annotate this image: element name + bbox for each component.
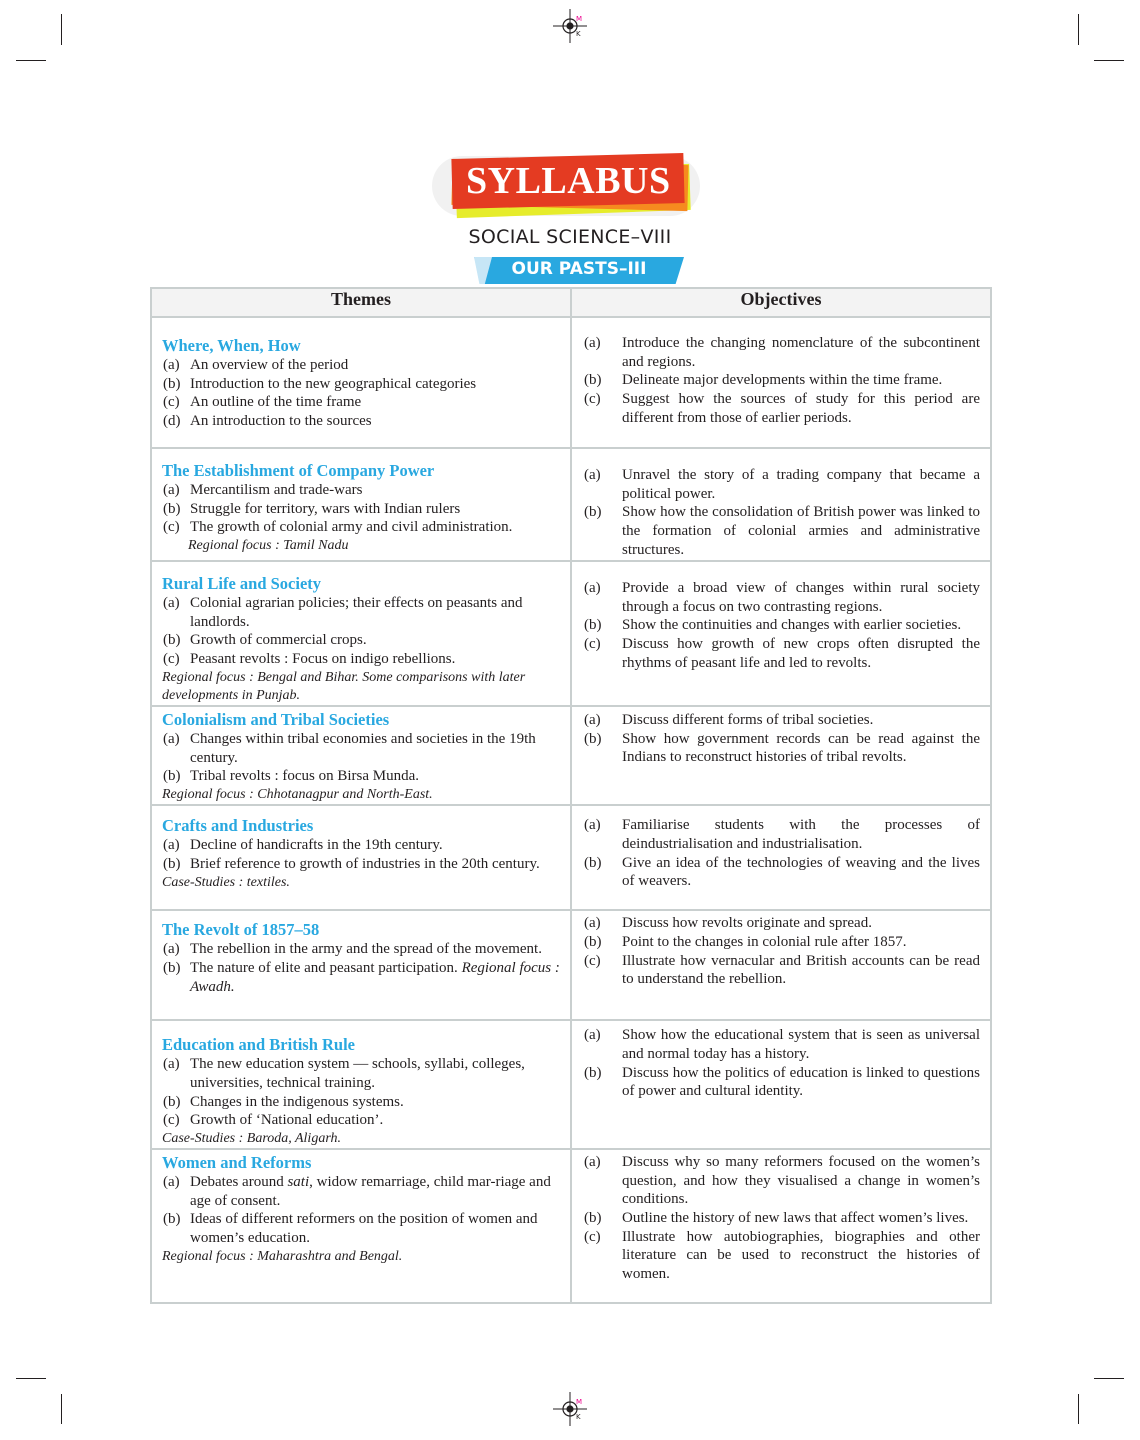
objective-text: Outline the history of new laws that affect women’s lives. bbox=[622, 1210, 969, 1227]
objective-label: (c) bbox=[584, 636, 601, 653]
table-row bbox=[151, 317, 991, 448]
theme-item bbox=[162, 1055, 560, 1092]
objective-item bbox=[582, 730, 980, 767]
theme-title: The Establishment of Company Power bbox=[162, 461, 435, 480]
item-text: Struggle for territory, wars with Indian rulers bbox=[190, 500, 461, 517]
objectives-header: Objectives bbox=[571, 288, 991, 317]
objective-item bbox=[582, 1228, 980, 1284]
theme-item bbox=[162, 1210, 560, 1247]
objective-label: (c) bbox=[584, 952, 601, 969]
objective-label: (b) bbox=[584, 617, 602, 634]
objective-item bbox=[582, 579, 980, 616]
item-text: The growth of colonial army and civil administration. bbox=[190, 519, 513, 536]
item-label: (b) bbox=[163, 855, 181, 872]
theme-item bbox=[162, 1111, 560, 1130]
table-header-row bbox=[151, 288, 991, 317]
theme-item bbox=[162, 767, 560, 786]
table-row bbox=[151, 910, 991, 1020]
objective-label: (b) bbox=[584, 730, 602, 747]
objective-label: (a) bbox=[584, 712, 601, 728]
objective-text: Unravel the story of a trading company that became a political power. bbox=[622, 467, 980, 502]
item-label: (b) bbox=[163, 768, 181, 785]
objective-text: Provide a broad view of changes within rural society through a focus on two contrasting regions. bbox=[622, 580, 980, 615]
objective-item bbox=[582, 1026, 980, 1063]
table-body bbox=[151, 317, 991, 1303]
book-banner bbox=[474, 257, 684, 284]
objective-text: Familiarise students with the processes of deindustrialisation and industrialisation. bbox=[622, 817, 980, 852]
item-label: (b) bbox=[163, 632, 181, 649]
theme-title: Education and British Rule bbox=[162, 1035, 356, 1055]
table-row bbox=[151, 706, 991, 805]
item-label: (a) bbox=[163, 482, 180, 498]
item-label: (c) bbox=[163, 1112, 180, 1129]
objective-text: Point to the changes in colonial rule after 1857. bbox=[622, 933, 907, 950]
objective-label: (b) bbox=[584, 504, 602, 521]
item-text: Decline of handicrafts in the 19th century. bbox=[190, 837, 443, 854]
item-label: (a) bbox=[163, 1173, 180, 1190]
objective-item bbox=[582, 503, 980, 559]
objectives-cell bbox=[571, 448, 991, 561]
svg-text:M: M bbox=[576, 15, 583, 23]
theme-cell bbox=[151, 706, 571, 805]
theme-cell bbox=[151, 805, 571, 910]
crop-mark bbox=[1094, 1378, 1124, 1379]
item-label: (a) bbox=[163, 731, 180, 747]
theme-item bbox=[162, 518, 560, 537]
item-regional-focus: Regional focus : Awadh. bbox=[190, 959, 560, 995]
objective-label: (b) bbox=[584, 372, 602, 389]
item-label: (c) bbox=[163, 651, 180, 668]
table-row bbox=[151, 1149, 991, 1303]
item-label: (c) bbox=[163, 394, 180, 411]
theme-item bbox=[162, 1173, 560, 1210]
registration-mark-icon bbox=[553, 1392, 587, 1426]
objective-label: (b) bbox=[584, 933, 602, 950]
item-label: (a) bbox=[163, 595, 180, 611]
item-label: (a) bbox=[163, 1056, 180, 1073]
objective-label: (b) bbox=[584, 1210, 602, 1227]
objective-label: (c) bbox=[584, 391, 601, 408]
objective-label: (a) bbox=[584, 1153, 601, 1170]
badge-label-box bbox=[451, 153, 684, 209]
theme-note: Regional focus : Tamil Nadu bbox=[188, 538, 349, 554]
objective-text: Show how the educational system that is seen as universal and normal today has a history. bbox=[622, 1027, 980, 1062]
crop-mark bbox=[1094, 60, 1124, 61]
item-text: Changes in the indigenous systems. bbox=[190, 1093, 404, 1110]
item-label: (a) bbox=[163, 837, 180, 854]
item-label: (a) bbox=[163, 357, 180, 373]
objectives-cell bbox=[571, 561, 991, 706]
syllabus-badge bbox=[432, 150, 700, 222]
objective-text: Suggest how the sources of study for this period are different from those of earlier periods. bbox=[622, 391, 980, 426]
objective-text: Discuss why so many reformers focused on the women’s question, and how they visualised a change in women’s conditions. bbox=[622, 1153, 980, 1208]
objective-text: Give an idea of the technologies of weaving and the lives of weavers. bbox=[622, 854, 980, 890]
item-text: An outline of the time frame bbox=[190, 394, 362, 411]
theme-note: Regional focus : Chhotanagpur and North-East. bbox=[162, 787, 433, 803]
theme-item bbox=[162, 940, 560, 959]
objective-item bbox=[582, 371, 980, 390]
theme-note: Case-Studies : Baroda, Aligarh. bbox=[162, 1130, 342, 1146]
item-text: An overview of the period bbox=[190, 357, 349, 373]
theme-item bbox=[162, 393, 560, 412]
objective-label: (c) bbox=[584, 1228, 601, 1245]
svg-text:K: K bbox=[576, 1413, 581, 1421]
theme-title: Rural Life and Society bbox=[162, 574, 322, 593]
objective-label: (b) bbox=[584, 1064, 602, 1081]
theme-note: Case-Studies : textiles. bbox=[162, 874, 290, 890]
objectives-cell bbox=[571, 910, 991, 1020]
table-row bbox=[151, 805, 991, 910]
objective-text: Show how government records can be read against the Indians to reconstruct histories of tribal revolts. bbox=[622, 730, 980, 766]
theme-cell bbox=[151, 448, 571, 561]
objective-label: (b) bbox=[584, 854, 602, 871]
item-label: (b) bbox=[163, 500, 181, 517]
theme-item bbox=[162, 959, 560, 996]
book-title: OUR PASTS–III bbox=[511, 259, 647, 279]
theme-item bbox=[162, 730, 560, 767]
objective-text: Illustrate how autobiographies, biographies and other literature can be used to reconstruct the histories of women. bbox=[622, 1228, 980, 1283]
theme-cell bbox=[151, 1020, 571, 1149]
crop-mark bbox=[1078, 14, 1079, 45]
crop-mark bbox=[1078, 1394, 1079, 1424]
objectives-cell bbox=[571, 1149, 991, 1303]
svg-text:M: M bbox=[576, 1398, 583, 1406]
item-label: (d) bbox=[163, 413, 181, 430]
item-label: (b) bbox=[163, 1211, 181, 1228]
item-text: Peasant revolts : Focus on indigo rebellions. bbox=[190, 651, 456, 668]
item-text: Tribal revolts : focus on Birsa Munda. bbox=[190, 768, 420, 785]
objective-item bbox=[582, 1064, 980, 1101]
theme-item bbox=[162, 481, 560, 500]
objective-text: Discuss how revolts originate and spread. bbox=[622, 915, 872, 932]
item-label: (b) bbox=[163, 375, 181, 392]
theme-note: Regional focus : Maharashtra and Bengal. bbox=[162, 1248, 403, 1264]
item-text: Colonial agrarian policies; their effects on peasants and landlords. bbox=[190, 595, 523, 630]
objective-label: (a) bbox=[584, 335, 601, 351]
theme-item bbox=[162, 855, 560, 874]
table-row bbox=[151, 448, 991, 561]
item-text: The rebellion in the army and the spread of the movement. bbox=[190, 941, 542, 958]
objective-item bbox=[582, 334, 980, 371]
theme-item bbox=[162, 500, 560, 519]
table-row bbox=[151, 561, 991, 706]
item-text: Changes within tribal economies and societies in the 19th century. bbox=[190, 731, 536, 766]
objective-text: Show the continuities and changes with earlier societies. bbox=[622, 617, 962, 634]
objective-label: (a) bbox=[584, 817, 601, 834]
theme-note: Regional focus : Bengal and Bihar. Some comparisons with later developments in Punjab. bbox=[162, 669, 526, 703]
theme-cell bbox=[151, 910, 571, 1020]
objectives-cell bbox=[571, 1020, 991, 1149]
objective-text: Delineate major developments within the time frame. bbox=[622, 372, 943, 389]
item-text: Debates around sati, widow remarriage, child mar-riage and age of consent. bbox=[190, 1173, 551, 1209]
objective-item bbox=[582, 933, 980, 952]
objective-label: (a) bbox=[584, 915, 601, 932]
theme-item bbox=[162, 650, 560, 669]
item-label: (b) bbox=[163, 959, 181, 976]
theme-item bbox=[162, 356, 560, 375]
theme-item bbox=[162, 375, 560, 394]
objective-label: (a) bbox=[584, 1027, 601, 1044]
syllabus-table bbox=[150, 287, 992, 1304]
objective-item bbox=[582, 616, 980, 635]
crop-mark bbox=[16, 1378, 46, 1379]
item-label: (a) bbox=[163, 941, 180, 958]
theme-title: Colonialism and Tribal Societies bbox=[162, 710, 390, 729]
theme-title: The Revolt of 1857–58 bbox=[162, 920, 320, 940]
crop-mark bbox=[16, 60, 46, 61]
objective-item bbox=[582, 711, 980, 730]
themes-header: Themes bbox=[151, 288, 571, 317]
item-text: An introduction to the sources bbox=[190, 413, 372, 430]
theme-cell bbox=[151, 1149, 571, 1303]
svg-text:K: K bbox=[576, 30, 581, 38]
crop-mark bbox=[61, 14, 62, 45]
objective-text: Discuss different forms of tribal societies. bbox=[622, 712, 874, 728]
objective-item bbox=[582, 390, 980, 427]
objective-text: Discuss how the politics of education is linked to questions of power and cultural identity. bbox=[622, 1064, 980, 1100]
item-label: (c) bbox=[163, 519, 180, 536]
item-text: Mercantilism and trade-wars bbox=[190, 482, 363, 498]
theme-item bbox=[162, 631, 560, 650]
objective-text: Show how the consolidation of British power was linked to the formation of colonial armies and administrative structures. bbox=[622, 504, 980, 558]
theme-item bbox=[162, 594, 560, 631]
objective-text: Introduce the changing nomenclature of the subcontinent and regions. bbox=[622, 335, 980, 370]
objective-label: (a) bbox=[584, 467, 601, 483]
objective-item bbox=[582, 816, 980, 853]
objectives-cell bbox=[571, 805, 991, 910]
theme-cell bbox=[151, 561, 571, 706]
item-label: (b) bbox=[163, 1093, 181, 1110]
theme-item bbox=[162, 412, 560, 431]
item-text: Brief reference to growth of industries in the 20th century. bbox=[190, 855, 540, 872]
item-text: Growth of commercial crops. bbox=[190, 632, 367, 649]
objectives-cell bbox=[571, 317, 991, 448]
item-text: The new education system — schools, syllabi, colleges, universities, technical training. bbox=[190, 1056, 525, 1091]
subject-title: SOCIAL SCIENCE–VIII bbox=[468, 226, 672, 248]
item-text: The nature of elite and peasant participation. bbox=[190, 959, 458, 976]
registration-mark-icon bbox=[553, 9, 587, 43]
item-text: Introduction to the new geographical categories bbox=[190, 375, 477, 392]
objectives-cell bbox=[571, 706, 991, 805]
objective-item bbox=[582, 914, 980, 933]
crop-mark bbox=[61, 1394, 62, 1424]
theme-cell bbox=[151, 317, 571, 448]
theme-title: Crafts and Industries bbox=[162, 816, 314, 836]
objective-label: (a) bbox=[584, 580, 601, 596]
objective-item bbox=[582, 1153, 980, 1209]
theme-title: Women and Reforms bbox=[162, 1152, 312, 1172]
objective-item bbox=[582, 952, 980, 989]
item-text: Growth of ‘National education’. bbox=[190, 1112, 384, 1129]
objective-item bbox=[582, 1209, 980, 1228]
item-text: Ideas of different reformers on the position of women and women’s education. bbox=[190, 1211, 538, 1247]
theme-item bbox=[162, 836, 560, 855]
table-row bbox=[151, 1020, 991, 1149]
badge-title: SYLLABUS bbox=[465, 160, 671, 203]
theme-title: Where, When, How bbox=[162, 336, 301, 355]
theme-item bbox=[162, 1093, 560, 1112]
objective-text: Illustrate how vernacular and British accounts can be read to understand the rebellion. bbox=[622, 952, 980, 988]
objective-item bbox=[582, 854, 980, 891]
objective-item bbox=[582, 466, 980, 503]
objective-item bbox=[582, 635, 980, 672]
objective-text: Discuss how growth of new crops often disrupted the rhythms of peasant life and led to revolts. bbox=[622, 636, 980, 671]
